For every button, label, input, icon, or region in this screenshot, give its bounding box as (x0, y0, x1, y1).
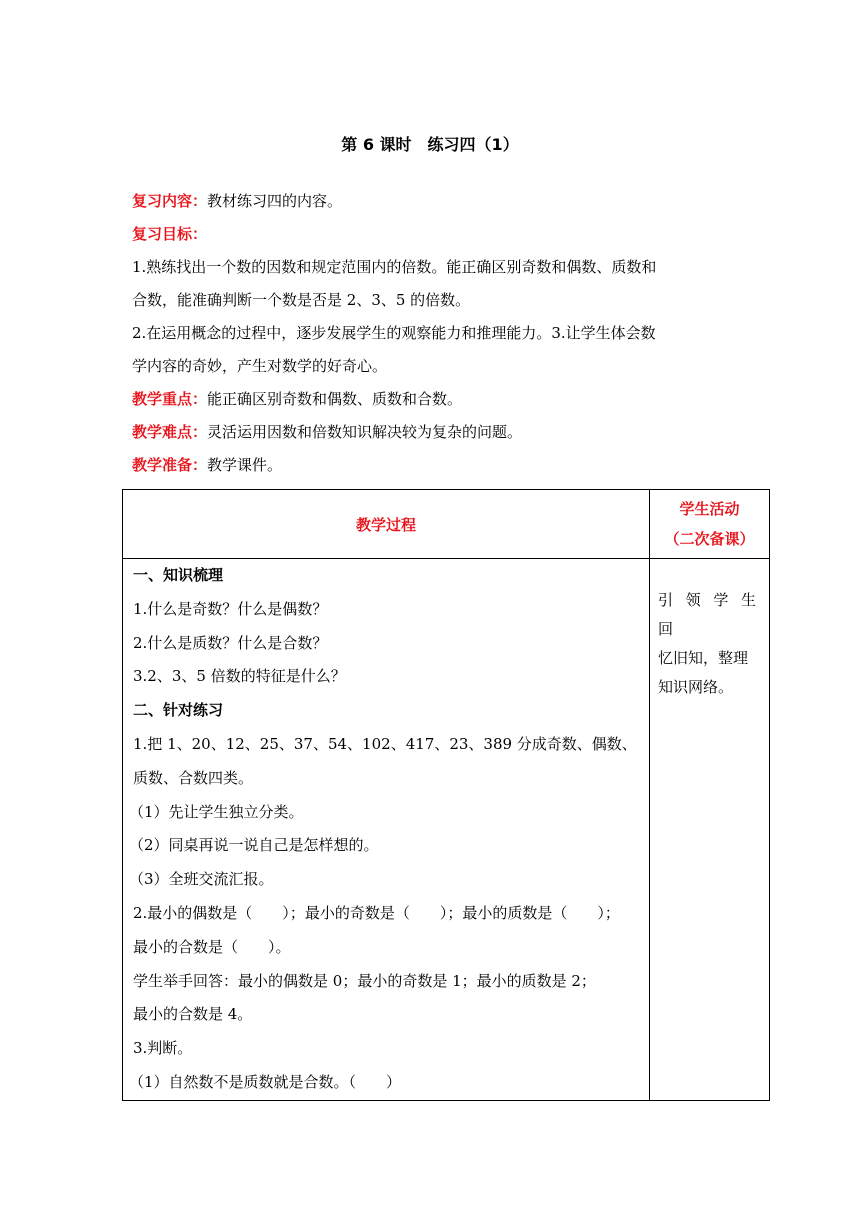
header-student-activity (650, 490, 770, 559)
lesson-intro (132, 185, 772, 482)
question1-step: （1）先让学生独立分类。 (129, 802, 304, 821)
review-goal-label: 复习目标： (132, 225, 208, 243)
review-content-line (132, 185, 772, 218)
question2-answer-line: 学生举手回答：最小的偶数是 0；最小的奇数是 1；最小的质数是 2； (133, 971, 596, 990)
header-side-line2: （二次备课） (664, 530, 755, 548)
question3-title: 3.判断。 (133, 1039, 193, 1058)
preparation-label: 教学准备： (132, 456, 208, 474)
student-activity-cell (650, 559, 770, 1101)
question2-line: 最小的合数是（ ）。 (133, 937, 291, 956)
section1-item: 1.什么是奇数？什么是偶数？ (133, 599, 328, 618)
goal-line: 学内容的奇妙，产生对数学的好奇心。 (132, 357, 388, 375)
preparation-text: 教学课件。 (207, 456, 283, 474)
review-content-text: 教材练习四的内容。 (207, 192, 343, 210)
lesson-table (122, 489, 770, 1101)
header-teaching-process: 教学过程 (123, 490, 650, 559)
header-side-line1: 学生活动 (679, 500, 740, 518)
question1-line: 质数、合数四类。 (133, 768, 254, 787)
section1-item: 3.2、3、5 倍数的特征是什么？ (133, 667, 346, 686)
key-point-text: 能正确区别奇数和偶数、质数和合数。 (207, 390, 463, 408)
goal-line: 1.熟练找出一个数的因数和规定范围内的倍数。能正确区别奇数和偶数、质数和 (132, 258, 657, 276)
difficulty-label: 教学难点： (132, 423, 208, 441)
side-note-line: 知识网络。 (658, 678, 734, 696)
key-point-line (132, 383, 772, 416)
goal-line: 合数，能准确判断一个数是否是 2、3、5 的倍数。 (132, 291, 471, 309)
goal-line: 2.在运用概念的过程中，逐步发展学生的观察能力和推理能力。3.让学生体会数 (132, 324, 656, 342)
question3-item: （1）自然数不是质数就是合数。（ ） (129, 1072, 402, 1091)
table-body-row (123, 559, 770, 1101)
question2-answer-line: 最小的合数是 4。 (133, 1005, 253, 1024)
key-point-label: 教学重点： (132, 390, 208, 408)
section-title: 二、针对练习 (133, 701, 224, 720)
side-note-line: 引领学生回 (658, 591, 763, 638)
question2-line: 2.最小的偶数是（ ）；最小的奇数是（ ）；最小的质数是（ ）； (133, 903, 620, 922)
section1-item: 2.什么是质数？什么是合数？ (133, 633, 328, 652)
preparation-line (132, 449, 772, 482)
side-note-line: 忆旧知，整理 (658, 649, 749, 667)
lesson-title: 第 6 课时 练习四（1） (341, 135, 519, 154)
table-header-row (123, 490, 770, 559)
question1-step: （3）全班交流汇报。 (129, 870, 274, 889)
teaching-process-cell (123, 559, 650, 1101)
difficulty-text: 灵活运用因数和倍数知识解决较为复杂的问题。 (207, 423, 523, 441)
review-content-label: 复习内容： (132, 192, 208, 210)
question1-step: （2）同桌再说一说自己是怎样想的。 (129, 836, 379, 855)
section-title: 一、知识梳理 (133, 566, 224, 584)
review-goal-line (132, 218, 772, 251)
difficulty-line (132, 416, 772, 449)
question1-line: 1.把 1、20、12、25、37、54、102、417、23、389 分成奇数、偶数、 (133, 734, 637, 753)
